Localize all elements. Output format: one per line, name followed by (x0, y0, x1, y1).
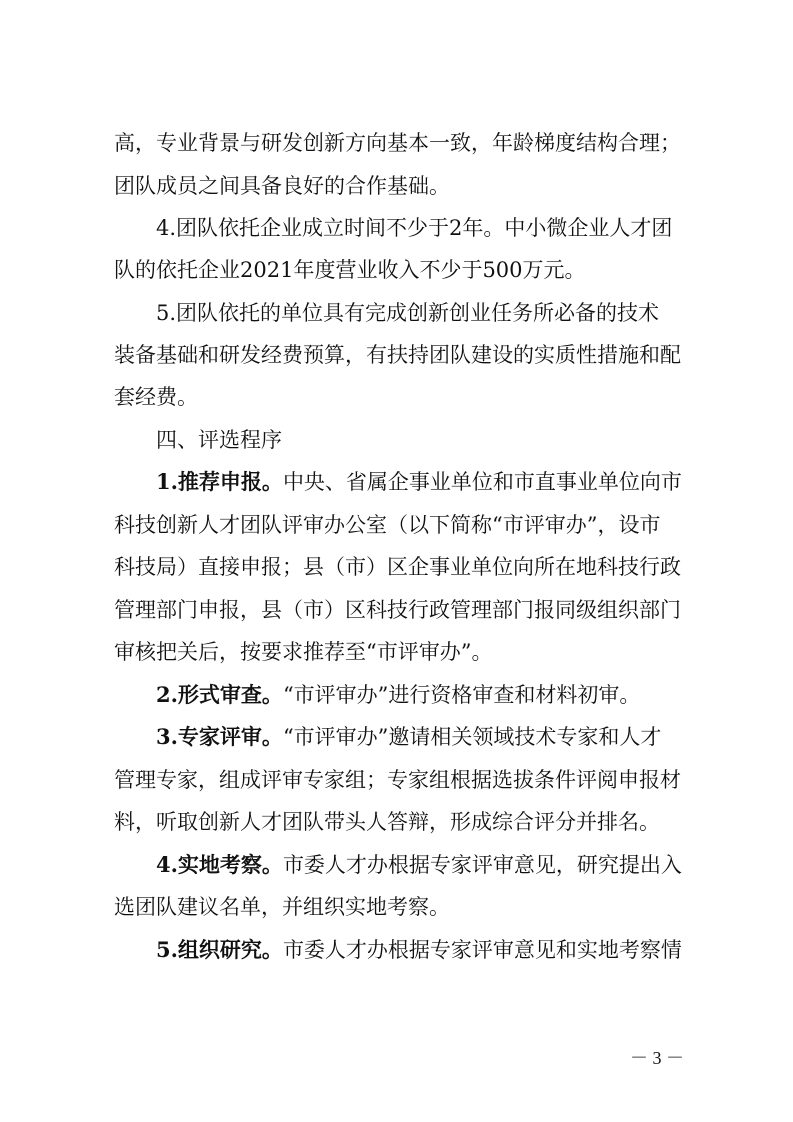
paragraph-line: 套经费。 (114, 385, 198, 409)
paragraph-line: 装备基础和研发经费预算，有扶持团队建设的实质性措施和配 (114, 343, 681, 367)
paragraph-line: 科技创新人才团队评审办公室（以下简称“市评审办”，设市 (114, 513, 661, 537)
step-title: 3.专家评审。 (156, 724, 283, 749)
paragraph-line (156, 852, 682, 878)
paragraph-line: 审核把关后，按要求推荐至“市评审办”。 (114, 640, 493, 664)
step-title: 4.实地考察。 (156, 852, 283, 877)
paragraph-line: 管理专家，组成评审专家组；专家组根据选拔条件评阅申报材 (114, 768, 681, 792)
step-text: 市委人才办根据专家评审意见和实地考察情 (282, 938, 682, 962)
step-text: 中央、省属企事业单位和市直事业单位向市 (282, 470, 682, 494)
paragraph-line: 料，听取创新人才团队带头人答辩，形成综合评分并排名。 (114, 810, 660, 834)
paragraph-line: 高，专业背景与研发创新方向基本一致，年龄梯度结构合理； (114, 131, 681, 155)
step-text: “市评审办”进行资格审查和材料初审。 (282, 683, 641, 707)
step-title: 1.推荐申报。 (156, 469, 283, 494)
paragraph-line: 5.团队依托的单位具有完成创新创业任务所必备的技术 (156, 301, 660, 325)
paragraph-line: 管理部门申报，县（市）区科技行政管理部门报同级组织部门 (114, 598, 681, 622)
paragraph-line: 4.团队依托企业成立时间不少于2年。中小微企业人才团 (156, 216, 673, 240)
step-text: “市评审办”邀请相关领域技术专家和人才 (282, 725, 662, 749)
page-number: － 3 － (630, 1048, 684, 1068)
step-title: 2.形式审查。 (156, 682, 283, 707)
paragraph-line: 科技局）直接申报；县（市）区企事业单位向所在地科技行政 (114, 555, 681, 579)
paragraph-line: 选团队建议名单，并组织实地考察。 (114, 895, 450, 919)
step-text: 市委人才办根据专家评审意见，研究提出入 (282, 853, 682, 877)
paragraph-line: 团队成员之间具备良好的合作基础。 (114, 174, 450, 198)
paragraph-line: 队的依托企业2021年度营业收入不少于500万元。 (114, 258, 586, 282)
paragraph-line (156, 682, 640, 708)
paragraph-line (156, 469, 682, 495)
step-title: 5.组织研究。 (156, 937, 283, 962)
paragraph-line (156, 724, 661, 750)
section-heading: 四、评选程序 (156, 428, 282, 452)
paragraph-line (156, 937, 682, 963)
